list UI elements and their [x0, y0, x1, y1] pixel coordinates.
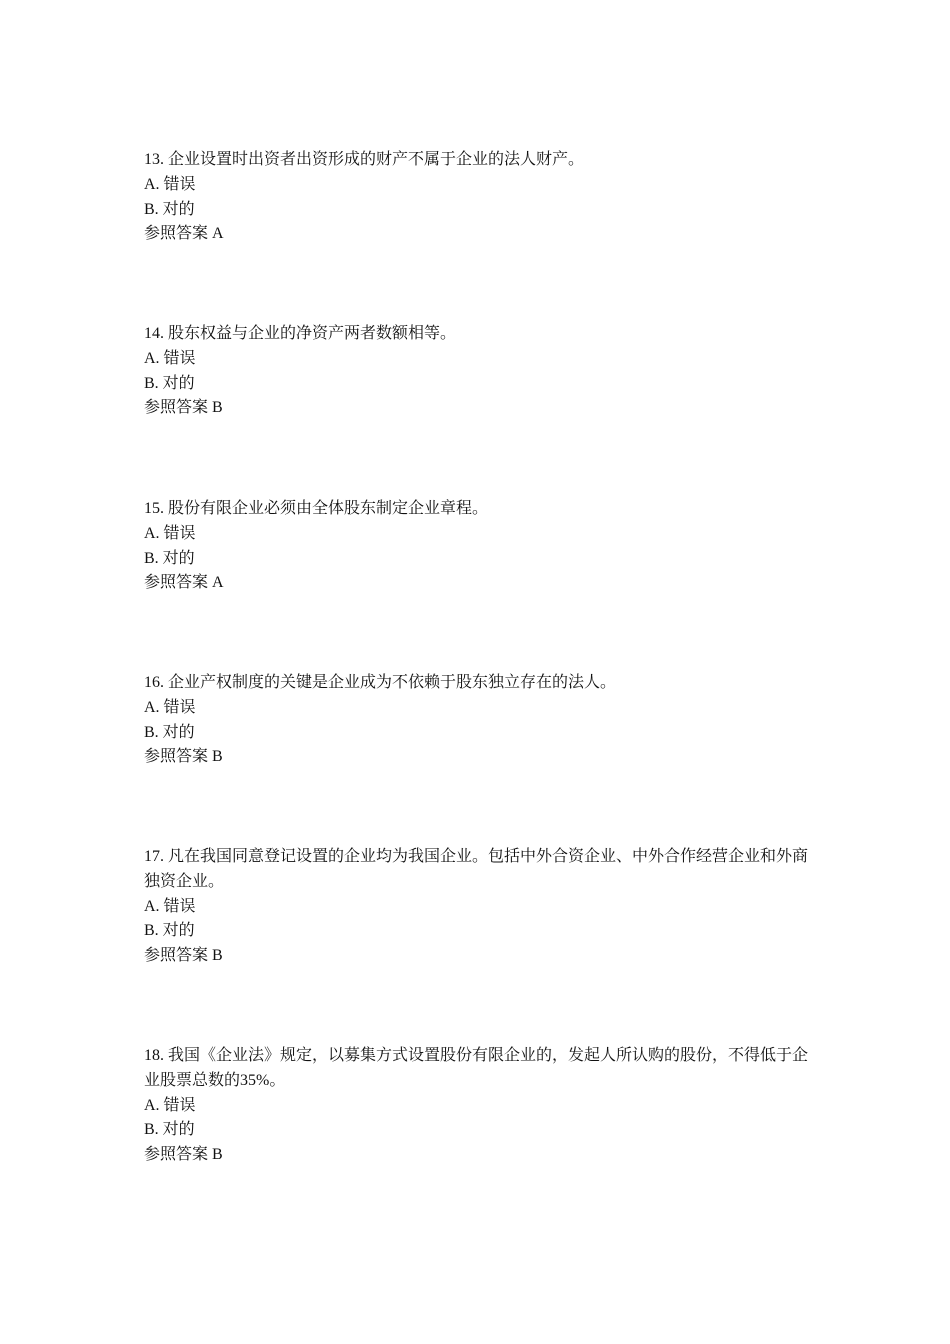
- question-16: [144, 671, 812, 770]
- option-b: B. 对的: [144, 549, 195, 567]
- option-a: A. 错误: [144, 698, 196, 716]
- option-b: B. 对的: [144, 723, 195, 741]
- question-14: [144, 322, 812, 421]
- reference-answer: 参照答案 A: [144, 225, 224, 243]
- question-stem: 13. 企业设置时出资者出资形成的财产不属于企业的法人财产。: [144, 151, 585, 168]
- option-b: B. 对的: [144, 200, 195, 218]
- reference-answer: 参照答案 B: [144, 1146, 223, 1164]
- question-stem: 15. 股份有限企业必须由全体股东制定企业章程。: [144, 500, 489, 517]
- question-stem: 17. 凡在我国同意登记设置的企业均为我国企业。包括中外合资企业、中外合作经营企业和外商独资企业。: [144, 848, 809, 890]
- option-a: A. 错误: [144, 175, 196, 193]
- reference-answer: 参照答案 B: [144, 947, 223, 965]
- option-a: A. 错误: [144, 897, 196, 915]
- question-17: [144, 845, 812, 969]
- reference-answer: 参照答案 B: [144, 748, 223, 766]
- question-stem: 14. 股东权益与企业的净资产两者数额相等。: [144, 325, 457, 342]
- question-13: [144, 148, 812, 247]
- reference-answer: 参照答案 A: [144, 574, 224, 592]
- option-b: B. 对的: [144, 922, 195, 940]
- option-a: A. 错误: [144, 1096, 196, 1114]
- question-stem: 16. 企业产权制度的关键是企业成为不依赖于股东独立存在的法人。: [144, 674, 617, 691]
- reference-answer: 参照答案 B: [144, 399, 223, 417]
- question-stem: 18. 我国《企业法》规定，以募集方式设置股份有限企业的，发起人所认购的股份，不得低于企业股票总数的35%。: [144, 1047, 809, 1089]
- option-b: B. 对的: [144, 374, 195, 392]
- question-18: [144, 1044, 812, 1168]
- question-15: [144, 497, 812, 596]
- option-a: A. 错误: [144, 349, 196, 367]
- option-a: A. 错误: [144, 524, 196, 542]
- option-b: B. 对的: [144, 1121, 195, 1139]
